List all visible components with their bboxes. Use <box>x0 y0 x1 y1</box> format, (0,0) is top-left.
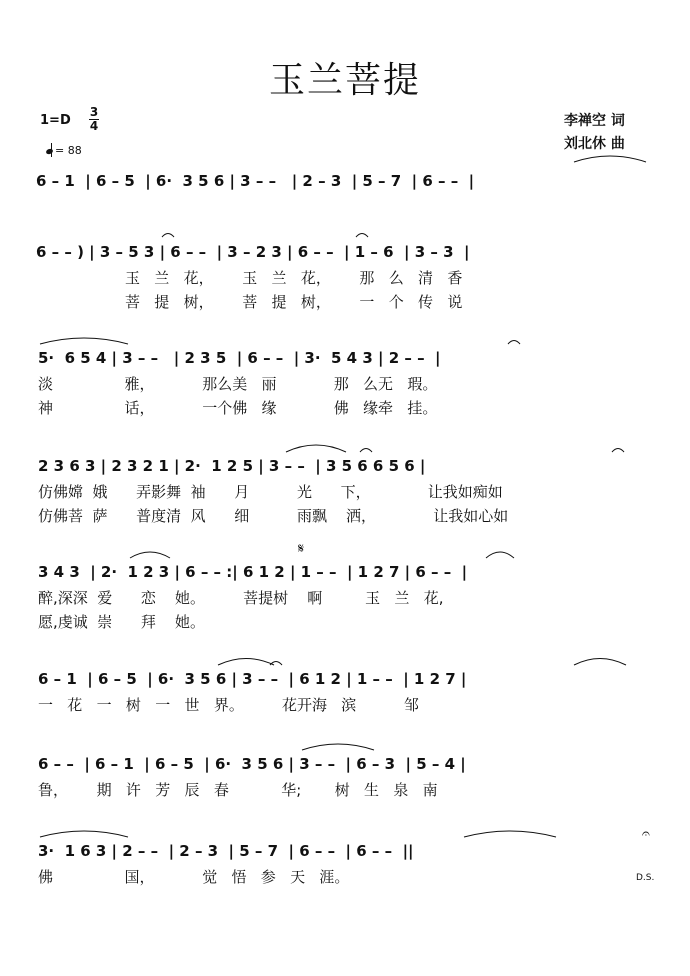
quarter-note-icon <box>45 147 53 154</box>
slur <box>302 744 374 750</box>
fermata-icon: 𝄐 <box>642 826 650 842</box>
slur <box>360 449 372 453</box>
notation-row: 3 4 3 | 2· 1 2 3 | 6 – – :| 6 1 2 | 1 – – | 1 2 7 | 6 – – | <box>38 563 468 581</box>
lyric-verse-2: 神 话， 一个佛 缘 佛 缘牵 挂。 <box>38 399 438 417</box>
lyric-verse-1: 玉 兰 花， 玉 兰 花， 那 么 清 香 <box>125 269 463 287</box>
slur <box>612 449 624 453</box>
notation-row: 5· 6 5 4 | 3 – – | 2 3 5 | 6 – – | 3· 5 4 3 | 2 – – | <box>38 349 441 367</box>
slur <box>218 659 274 666</box>
lyric-verse-1: 淡 雅， 那么美 丽 那 么无 瑕。 <box>38 375 438 393</box>
lyric-verse-1: 一 花 一 树 一 世 界。 花开海 滨 邹 <box>38 696 419 714</box>
lyric-verse-2: 仿佛菩 萨 普度清 风 细 雨飘 洒， 让我如心如 <box>38 507 509 525</box>
slur <box>270 662 282 666</box>
time-signature: 3 4 <box>89 105 99 133</box>
notation-row: 6 – 1 | 6 – 5 | 6· 3 5 6 | 3 – – | 2 – 3 | 5 – 7 | 6 – – | <box>36 172 475 190</box>
lyric-verse-1: 仿佛嫦 娥 弄影舞 袖 月 光 下， 让我如痴如 <box>38 483 503 501</box>
slur <box>162 234 174 238</box>
slur <box>356 234 368 238</box>
song-title: 玉兰菩提 <box>268 60 421 101</box>
notation-row: 3· 1 6 3 | 2 – – | 2 – 3 | 5 – 7 | 6 – – | 6 – – || <box>38 842 414 860</box>
slur <box>130 552 170 558</box>
ds-marking: D.S. <box>636 873 655 883</box>
slur <box>574 156 646 162</box>
lyric-verse-1: 鲁， 期 许 芳 辰 春 华; 树 生 泉 南 <box>38 781 438 799</box>
slur <box>40 831 128 837</box>
notation-row: 6 – – ) | 3 – 5 3 | 6 – – | 3 – 2 3 | 6 – – | 1 – 6 | 3 – 3 | <box>36 243 470 261</box>
tempo-marking: = 88 <box>46 143 82 157</box>
slur <box>486 552 514 558</box>
slur <box>464 831 556 837</box>
slur <box>286 445 346 452</box>
slur <box>40 338 128 344</box>
lyric-verse-1: 佛 国， 觉 悟 参 天 涯。 <box>38 868 350 886</box>
notation-row: 2 3 6 3 | 2 3 2 1 | 2· 1 2 5 | 3 – – | 3 5 6 6 5 6 | <box>38 457 426 475</box>
lyric-verse-2: 愿,虔诚 崇 拜 她。 <box>38 613 205 631</box>
notation-row: 6 – – | 6 – 1 | 6 – 5 | 6· 3 5 6 | 3 – – | 6 – 3 | 5 – 4 | <box>38 755 466 773</box>
slur <box>574 659 626 666</box>
segno-icon: 𝄋 <box>298 541 305 557</box>
lyric-verse-1: 醉,深深 爱 恋 她。 菩提树 啊 玉 兰 花, <box>38 589 444 607</box>
slur <box>508 341 520 345</box>
notation-row: 6 – 1 | 6 – 5 | 6· 3 5 6 | 3 – – | 6 1 2 | 1 – – | 1 2 7 | <box>38 670 467 688</box>
lyricist-credit: 李禅空 词 <box>564 113 625 129</box>
key-signature: 1=D <box>40 113 71 128</box>
composer-credit: 刘北休 曲 <box>564 136 625 152</box>
lyric-verse-2: 菩 提 树， 菩 提 树， 一 个 传 说 <box>125 293 463 311</box>
